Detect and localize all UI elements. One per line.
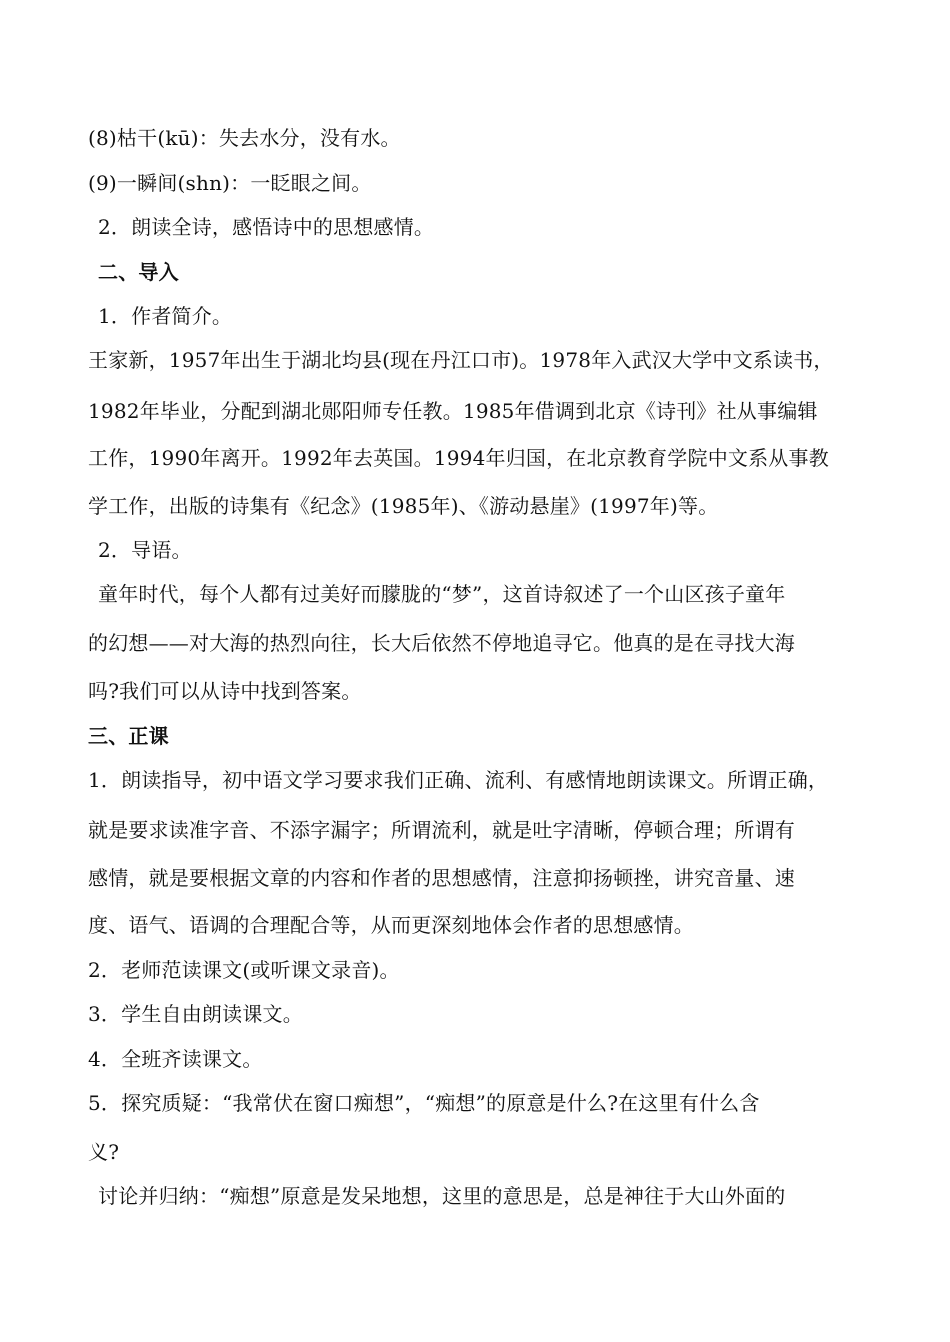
section-heading-introduction: 二、导入 — [98, 260, 179, 284]
subheading-author-intro: 1．作者简介。 — [98, 304, 233, 328]
subheading-lead-in: 2．导语。 — [98, 538, 192, 562]
author-paragraph-line-1: 王家新，1957年出生于湖北均县(现在丹江口市)。1978年入武汉大学中文系读书， — [88, 348, 834, 372]
discussion-paragraph-line-1: 讨论并归纳：“痴想”原意是发呆地想，这里的意思是，总是神往于大山外面的 — [98, 1184, 786, 1208]
lesson-step-1-line-3: 感情，就是要根据文章的内容和作者的思想感情，注意抑扬顿挫，讲究音量、速 — [88, 866, 795, 890]
author-paragraph-line-2: 1982年毕业，分配到湖北郧阳师专任教。1985年借调到北京《诗刊》社从事编辑 — [88, 399, 818, 423]
lead-in-paragraph-line-2: 的幻想——对大海的热烈向往，长大后依然不停地追寻它。他真的是在寻找大海 — [88, 631, 795, 655]
lead-in-paragraph-line-1: 童年时代，每个人都有过美好而朦胧的“梦”，这首诗叙述了一个山区孩子童年 — [98, 582, 786, 606]
lesson-step-2: 2．老师范读课文(或听课文录音)。 — [88, 958, 400, 982]
lead-in-paragraph-line-3: 吗?我们可以从诗中找到答案。 — [88, 679, 362, 703]
lesson-step-3: 3．学生自由朗读课文。 — [88, 1002, 303, 1026]
lesson-step-1-line-1: 1．朗读指导，初中语文学习要求我们正确、流利、有感情地朗读课文。所谓正确， — [88, 768, 829, 792]
step-read-poem: 2．朗读全诗，感悟诗中的思想感情。 — [98, 215, 435, 239]
lesson-step-5-line-2: 义? — [88, 1140, 120, 1164]
lesson-step-1-line-4: 度、语气、语调的合理配合等，从而更深刻地体会作者的思想感情。 — [88, 913, 694, 937]
lesson-step-4: 4．全班齐读课文。 — [88, 1047, 263, 1071]
author-paragraph-line-3: 工作，1990年离开。1992年去英国。1994年归国，在北京教育学院中文系从事教 — [88, 446, 829, 470]
vocab-item-9: (9)一瞬间(shn)：一眨眼之间。 — [88, 171, 372, 195]
lesson-step-1-line-2: 就是要求读准字音、不添字漏字；所谓流利，就是吐字清晰，停顿合理；所谓有 — [88, 818, 795, 842]
lesson-step-5-line-1: 5．探究质疑：“我常伏在窗口痴想”，“痴想”的原意是什么?在这里有什么含 — [88, 1091, 760, 1115]
section-heading-main-lesson: 三、正课 — [88, 724, 169, 748]
vocab-item-8: (8)枯干(kū)：失去水分，没有水。 — [88, 126, 401, 150]
author-paragraph-line-4: 学工作，出版的诗集有《纪念》(1985年)、《游动悬崖》(1997年)等。 — [88, 494, 719, 518]
